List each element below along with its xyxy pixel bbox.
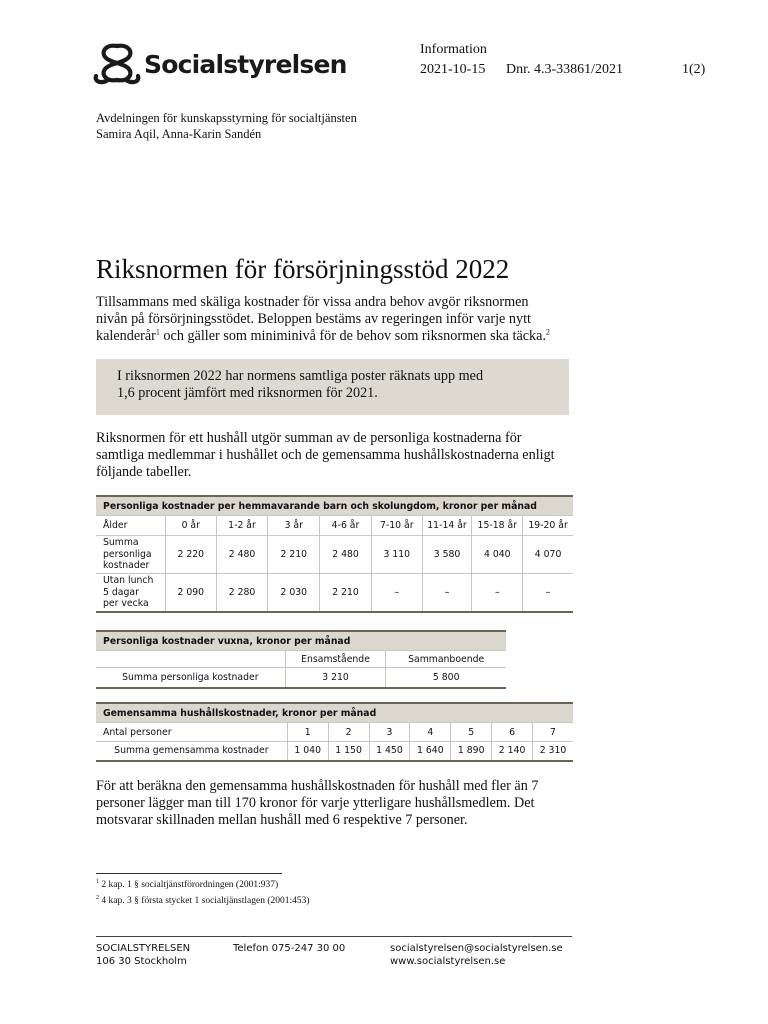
table-title: Personliga kostnader per hemmavarande barn och skolungdom, kronor per månad bbox=[96, 496, 573, 516]
paragraph-line: samtliga medlemmar i hushållet och de gemensamma hushållskostnaderna enligt bbox=[96, 447, 555, 463]
table-cell: 1 150 bbox=[328, 742, 369, 761]
table-cell: 2 310 bbox=[533, 742, 573, 761]
table-cell: 1 890 bbox=[451, 742, 492, 761]
row-label-line: Utan lunch bbox=[103, 575, 154, 586]
doc-type: Information bbox=[420, 42, 487, 57]
footer-email[interactable]: socialstyrelsen@socialstyrelsen.se bbox=[390, 943, 563, 954]
header-cell: 4-6 år bbox=[320, 516, 372, 536]
header-cell: 11-14 år bbox=[422, 516, 472, 536]
header-cell-empty bbox=[96, 651, 285, 668]
department-info bbox=[96, 110, 357, 142]
footnote-text: 2 kap. 1 § socialtjänstförordningen (2001:937) bbox=[99, 880, 279, 890]
table-cell: 1 640 bbox=[410, 742, 451, 761]
header-cell: Sammanboende bbox=[386, 651, 506, 668]
page-number: 1(2) bbox=[682, 62, 706, 77]
header-cell: 1-2 år bbox=[216, 516, 268, 536]
highlight-text bbox=[117, 368, 557, 402]
table-cell: 3 580 bbox=[422, 536, 472, 574]
paragraph-line: motsvarar skillnaden mellan hushåll med 6 respektive 7 personer. bbox=[96, 812, 468, 828]
footer-divider bbox=[96, 936, 572, 937]
footer-phone: Telefon 075-247 30 00 bbox=[233, 943, 346, 954]
table-cell: 2 090 bbox=[165, 574, 216, 612]
footnote-ref: 1 bbox=[155, 327, 160, 337]
adult-costs-table bbox=[96, 630, 506, 689]
table-cell: 2 480 bbox=[216, 536, 268, 574]
header-cell: 19-20 år bbox=[523, 516, 573, 536]
footnote-divider bbox=[96, 873, 282, 874]
intro-line: Tillsammans med skäliga kostnader för vissa andra behov avgör riksnormen bbox=[96, 294, 529, 310]
row-label: Summa personliga kostnader bbox=[96, 668, 285, 688]
highlight-box bbox=[96, 359, 569, 415]
table-cell: 4 040 bbox=[472, 536, 523, 574]
table-cell: 2 220 bbox=[165, 536, 216, 574]
header-cell: Antal personer bbox=[96, 723, 287, 742]
paragraph-line: personer lägger man till 170 kronor för varje ytterligare hushållsmedlem. Det bbox=[96, 795, 535, 811]
table-cell: – bbox=[523, 574, 573, 612]
header-cell: 5 bbox=[451, 723, 492, 742]
footer-website[interactable]: www.socialstyrelsen.se bbox=[390, 956, 506, 967]
paragraph-line: följande tabeller. bbox=[96, 464, 192, 480]
table-title: Personliga kostnader vuxna, kronor per månad bbox=[96, 631, 506, 651]
table-row bbox=[96, 536, 573, 574]
extra-members-paragraph bbox=[96, 778, 566, 829]
table-cell: 2 210 bbox=[320, 574, 372, 612]
doc-dnr: Dnr. 4.3-33861/2021 bbox=[506, 62, 624, 77]
socialstyrelsen-logo bbox=[92, 42, 347, 86]
table-row bbox=[96, 742, 573, 761]
header-cell: 3 bbox=[369, 723, 410, 742]
row-label-line: kostnader bbox=[103, 560, 150, 572]
children-costs-table bbox=[96, 495, 573, 613]
table-header-row bbox=[96, 651, 506, 668]
department-name: Avdelningen för kunskapsstyrning för socialtjänsten bbox=[96, 111, 357, 125]
household-costs-table bbox=[96, 702, 573, 762]
footer-contact bbox=[390, 942, 563, 968]
doc-date: 2021-10-15 bbox=[420, 62, 486, 77]
row-label-line: personliga bbox=[103, 548, 152, 560]
intro-text: kalenderår bbox=[96, 328, 156, 344]
authors: Samira Aqil, Anna-Karin Sandén bbox=[96, 127, 262, 141]
row-label-line: per vecka bbox=[103, 598, 149, 609]
table-cell: 2 480 bbox=[320, 536, 372, 574]
header-cell: Ensamstående bbox=[285, 651, 386, 668]
table-cell: 2 030 bbox=[268, 574, 320, 612]
table-title: Gemensamma hushållskostnader, kronor per månad bbox=[96, 703, 573, 723]
row-label-line: Summa bbox=[103, 537, 139, 549]
footer-postal: 106 30 Stockholm bbox=[96, 956, 187, 967]
header-cell: 7 bbox=[533, 723, 573, 742]
footnote-number: 1 bbox=[96, 878, 99, 885]
header-cell: 1 bbox=[287, 723, 328, 742]
footer-address bbox=[96, 942, 190, 968]
footnote bbox=[96, 880, 278, 890]
highlight-line: I riksnormen 2022 har normens samtliga poster räknats upp med bbox=[117, 368, 484, 384]
footer-org: SOCIALSTYRELSEN bbox=[96, 943, 191, 954]
table-cell: 2 210 bbox=[268, 536, 320, 574]
header-cell: 0 år bbox=[165, 516, 216, 536]
footnote bbox=[96, 896, 310, 906]
table-cell: 4 070 bbox=[523, 536, 573, 574]
paragraph-line: För att beräkna den gemensamma hushållskostnaden för hushåll med fler än 7 bbox=[96, 778, 539, 794]
table-cell: 3 210 bbox=[285, 668, 386, 688]
table-header-row bbox=[96, 516, 573, 536]
table-row bbox=[96, 668, 506, 688]
intro-line: nivån på försörjningsstödet. Beloppen bestäms av regeringen inför varje nytt bbox=[96, 311, 531, 327]
table-header-row bbox=[96, 723, 573, 742]
page-title: Riksnormen för försörjningsstöd 2022 bbox=[96, 254, 510, 284]
row-label: Summa gemensamma kostnader bbox=[96, 742, 287, 761]
row-label-line: 5 dagar bbox=[103, 586, 139, 598]
household-paragraph bbox=[96, 430, 566, 481]
table-cell: 2 140 bbox=[492, 742, 533, 761]
table-cell: – bbox=[472, 574, 523, 612]
footnote-text: 4 kap. 3 § första stycket 1 socialtjänstlagen (2001:453) bbox=[99, 896, 310, 906]
highlight-line: 1,6 procent jämfört med riksnormen för 2021. bbox=[117, 385, 378, 401]
row-label bbox=[96, 574, 165, 612]
footnote-ref: 2 bbox=[546, 327, 550, 337]
header-cell: 2 bbox=[328, 723, 369, 742]
paragraph-line: Riksnormen för ett hushåll utgör summan av de personliga kostnaderna för bbox=[96, 430, 522, 446]
table-cell: 1 450 bbox=[369, 742, 410, 761]
header-cell: 6 bbox=[492, 723, 533, 742]
header-cell: 4 bbox=[410, 723, 451, 742]
intro-paragraph bbox=[96, 294, 566, 345]
row-label bbox=[96, 536, 165, 574]
table-row bbox=[96, 574, 573, 612]
intro-text: och gäller som miniminivå för de behov som riksnormen ska täcka. bbox=[159, 328, 546, 344]
table-cell: 5 800 bbox=[386, 668, 506, 688]
header-cell: 3 år bbox=[268, 516, 320, 536]
footnote-number: 2 bbox=[96, 894, 99, 901]
table-cell: 2 280 bbox=[216, 574, 268, 612]
header-cell: Ålder bbox=[96, 516, 165, 536]
intro-line bbox=[96, 328, 566, 345]
table-cell: – bbox=[371, 574, 422, 612]
table-cell: 1 040 bbox=[287, 742, 328, 761]
header-cell: 7-10 år bbox=[371, 516, 422, 536]
table-cell: – bbox=[422, 574, 472, 612]
table-cell: 3 110 bbox=[371, 536, 422, 574]
socialstyrelsen-emblem-icon bbox=[92, 42, 142, 86]
header-cell: 15-18 år bbox=[472, 516, 523, 536]
logo-wordmark: Socialstyrelsen bbox=[144, 50, 347, 79]
